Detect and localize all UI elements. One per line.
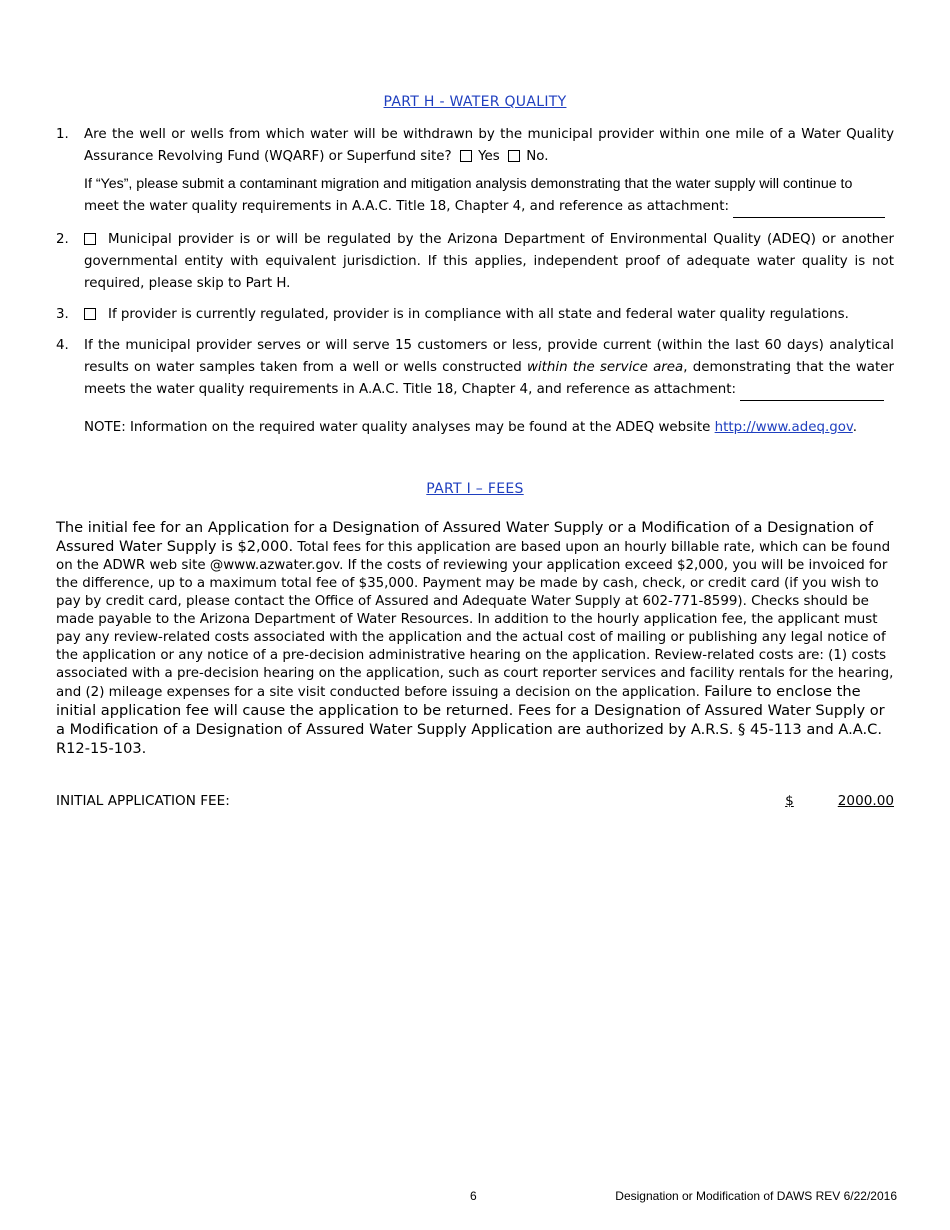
item-1-question: Are the well or wells from which water will be withdrawn by the municipal provider within one mile of a Water Quality Assurance Revolving Fund (WQARF) or Superfund site?: [84, 127, 894, 164]
part-h-item-3: [56, 304, 894, 326]
item-4-text-italic: within the service area: [526, 360, 684, 375]
fee-amount-field: [785, 793, 894, 809]
part-h-item-4: [56, 335, 894, 401]
part-h-item-1: [56, 124, 894, 218]
item-3-text: If provider is currently regulated, provider is in compliance with all state and federal water quality regulations.: [108, 307, 849, 322]
footer-doc-id: Designation or Modification of DAWS REV 6/22/2016: [615, 1189, 897, 1203]
attachment-field-1[interactable]: [733, 203, 885, 218]
page-number: 6: [470, 1189, 477, 1203]
fees-body: Total fees for this application are based upon an hourly billable rate, which can be found on the ADWR web site @www.azwater.gov. If the costs of reviewing your application exceed $2,000, you will be invoiced for the difference, up to a maximum total fee of $35,000. Payment may be made by cash, check, or credit card (if you wish to pay by credit card, please contact the Office of Assured and Adequate Water Supply at 602-771-8599). Checks should be made payable to the Arizona Department of Water Resources. In addition to the hourly application fee, the applicant must pay any review-related costs associated with the application and the actual cost of mailing or publishing any legal notice of the application or any notice of a pre-decision administrative hearing on the application. Review-related costs are: (1) costs associated with a pre-decision hearing on the application, such as court reporter services and facility rentals for the hearing, and (2) mileage expenses for a site visit conducted before issuing a decision on the application.: [56, 540, 894, 700]
item-1-followup: If “Yes”, please submit a contaminant migration and mitigation analysis demonstrating that the water supply will continue to: [84, 176, 853, 192]
part-i-title: PART I – FEES: [426, 481, 524, 497]
no-checkbox[interactable]: [508, 150, 520, 162]
fee-amount: 2000.00: [837, 793, 894, 809]
item-number: 3.: [56, 307, 69, 322]
fees-lead: The initial fee for an Application for a Designation of Assured Water Supply or a Modification of a Designation of Assured Water Supply is $2,000.: [56, 519, 874, 555]
fee-label: INITIAL APPLICATION FEE:: [56, 793, 230, 809]
item-number: 2.: [56, 232, 69, 247]
part-h-item-2: [56, 229, 894, 295]
item-4-text-b: , demonstrating that the water meets the water quality requirements in A.A.C. Title 18, Chapter 4, and reference as attachment:: [84, 360, 895, 397]
part-h-title: PART H - WATER QUALITY: [383, 94, 567, 110]
yes-label: Yes: [478, 149, 500, 164]
regulated-checkbox[interactable]: [84, 233, 96, 245]
initial-fee-row: [56, 793, 894, 809]
item-2-text: Municipal provider is or will be regulated by the Arizona Department of Environmental Quality (ADEQ) or another governmental entity with equivalent jurisdiction. If this applies, independent proof of adequate water quality is not required, please skip to Part H.: [84, 232, 894, 291]
fees-tail: Failure to enclose the initial application fee will cause the application to be returned. Fees for a Designation of Assured Water Supply or a Modification of a Designation of Assured Water Supply Application are authorized by A.R.S. § 45-113 and A.A.C. R12-15-103.: [56, 683, 885, 757]
fees-paragraph: [56, 519, 894, 759]
adeq-website-link[interactable]: http://www.adeq.gov: [714, 420, 853, 435]
fee-currency: $: [785, 793, 794, 809]
item-number: 4.: [56, 338, 69, 353]
item-number: 1.: [56, 127, 69, 142]
yes-checkbox[interactable]: [460, 150, 472, 162]
item-1-followup-2: meet the water quality requirements in A.A.C. Title 18, Chapter 4, and reference as attachment:: [84, 199, 729, 214]
no-label: No.: [526, 149, 549, 164]
note-end: .: [852, 420, 858, 435]
note-text: NOTE: Information on the required water quality analyses may be found at the ADEQ website: [84, 420, 715, 435]
attachment-field-4[interactable]: [740, 386, 884, 401]
item-4-text-a: If the municipal provider serves or will serve 15 customers or less, provide current (within the last 60 days) analytical results on water samples taken from a well or wells constructed: [84, 338, 894, 375]
compliance-checkbox[interactable]: [84, 308, 96, 320]
adeq-note: [56, 417, 894, 439]
